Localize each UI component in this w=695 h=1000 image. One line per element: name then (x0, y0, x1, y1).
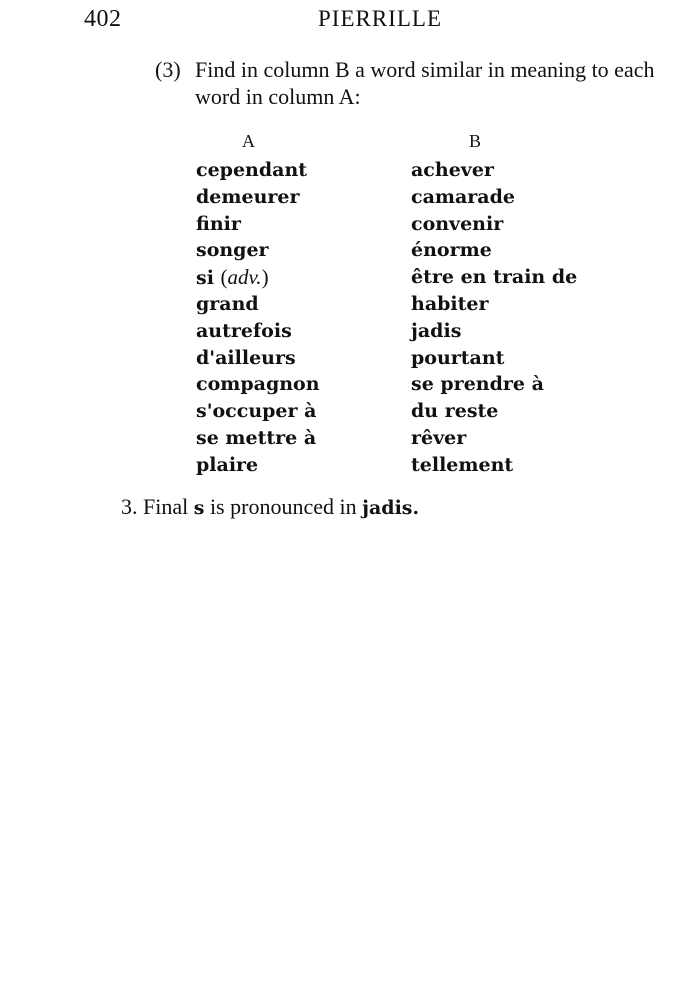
list-item: s'occuper à (196, 400, 317, 423)
page-header (0, 6, 695, 36)
pronunciation-note (121, 494, 419, 520)
list-item: plaire (196, 453, 259, 476)
list-item: autrefois (196, 319, 292, 342)
list-item: rêver (411, 426, 467, 449)
list-item: se mettre à (196, 426, 317, 449)
column-b-list (411, 157, 577, 479)
list-item: grand (196, 292, 259, 315)
list-item: finir (196, 212, 241, 235)
list-item: tellement (411, 453, 514, 476)
note-text: Final (143, 494, 189, 519)
column-a-list (196, 157, 320, 479)
list-item: habiter (411, 292, 489, 315)
list-item: d'ailleurs (196, 346, 296, 369)
column-b-header: B (469, 131, 483, 151)
list-item: achever (411, 159, 494, 181)
list-item: être en train de (411, 266, 578, 289)
note-text: is pronounced in (209, 494, 357, 519)
list-item: se prendre à (411, 373, 544, 396)
list-item: du reste (411, 400, 499, 423)
list-item: demeurer (196, 185, 300, 208)
list-item: songer (196, 239, 269, 262)
note-word: jadis. (362, 497, 420, 519)
list-item (196, 264, 320, 291)
list-item: camarade (411, 185, 515, 208)
list-item: compagnon (196, 373, 320, 396)
exercise-number: (3) (155, 57, 181, 82)
word: si (196, 267, 214, 290)
column-a-header: A (242, 131, 256, 151)
instruction-text: Find in column B a word similar in meaning to each word in column A: (195, 57, 655, 109)
list-item: convenir (411, 212, 504, 235)
list-item: jadis (411, 319, 462, 342)
page-number: 402 (84, 6, 122, 32)
usage-note: (adv.) (220, 265, 269, 290)
exercise-instruction (155, 56, 685, 110)
list-item: pourtant (411, 346, 505, 369)
list-item: cependant (196, 159, 308, 181)
running-title: PIERRILLE (318, 6, 442, 31)
note-number: 3. (121, 494, 138, 519)
list-item: énorme (411, 239, 492, 262)
note-letter: s (193, 497, 205, 519)
